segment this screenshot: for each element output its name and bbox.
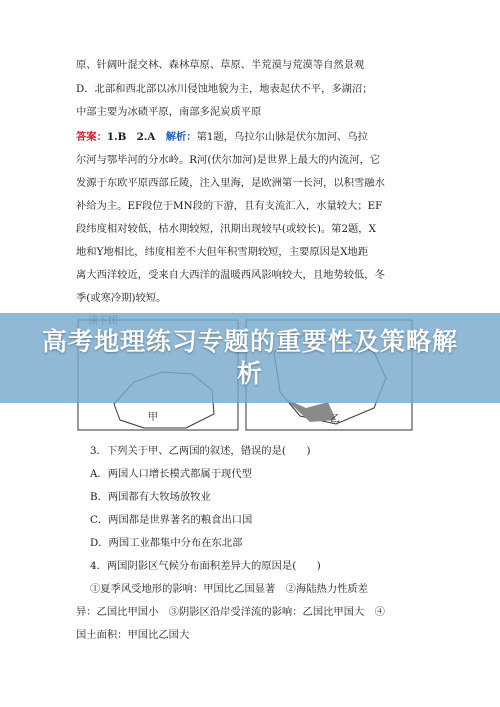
title-banner [0, 313, 500, 403]
question-3-option: B．两国都有大牧场放牧业 [90, 491, 211, 503]
question-4-line: 国土面积：甲国比乙国大 [76, 629, 190, 641]
analysis-line: 离大西洋较近，受来自大西洋的温暖西风影响较大，且地势较低，冬 [76, 269, 385, 281]
question-3-option: D．两国工业都集中分布在东北部 [90, 537, 243, 549]
question-3-option: C．两国都是世界著名的粮食出口国 [90, 514, 253, 526]
map-label-right: 乙 [330, 414, 340, 425]
question-3-option: A．两国人口增长模式都属于现代型 [90, 468, 252, 480]
analysis-line: 季(或寒冷期)较短。 [76, 292, 167, 304]
analysis-line: 段纬度相对较低，枯水期较短，汛期出现较早(或较长)。第2题，X [76, 223, 376, 235]
question-4-stem: 4．两国阴影区气候分布面积差异大的原因是( ) [90, 560, 321, 572]
banner-title: 高考地理练习专题的重要性及策略解析 [41, 327, 458, 388]
question-4-line: 异：乙国比甲国小 ③阴影区沿岸受洋流的影响：乙国比甲国大 ④ [76, 606, 385, 618]
analysis-label: 解析： [165, 131, 197, 143]
analysis-line: 补给为主。EF段位于MN段的下游，且有支流汇入，水量较大；EF [76, 200, 383, 212]
answer-line-1 [76, 130, 428, 144]
answer-value: 1.B 2.A [106, 131, 156, 143]
question-4-line: ①夏季风受地形的影响：甲国比乙国显著 ②海陆热力性质差 [90, 583, 369, 595]
map-label-left: 甲 [148, 412, 158, 423]
analysis-line: 尔河与鄂毕河的分水岭。R河(伏尔加河)是世界上最大的内流河，它 [76, 154, 381, 166]
question-3-stem: 3．下列关于甲、乙两国的叙述，错误的是( ) [90, 445, 311, 457]
analysis-line: 地和Y地相比，纬度相差不大但年积雪期较短，主要原因是X地距 [76, 246, 369, 258]
option-d-line-1: D．北部和西北部以冰川侵蚀地貌为主，地表起伏不平，多湖沼； [76, 83, 373, 95]
option-d-line-2: 中部主要为冰碛平原，南部多泥炭质平原 [76, 106, 262, 118]
text-line-1: 原、针阔叶混交林、森林草原、草原、半荒漠与荒漠等自然景观 [76, 59, 365, 71]
answer-label: 答案： [76, 131, 107, 143]
analysis-line: 发源于东欧平原西部丘陵，注入里海，是欧洲第一长河，以积雪融水 [76, 177, 385, 189]
analysis-text-start: 第1题，乌拉尔山脉是伏尔加河、乌拉 [196, 131, 368, 143]
